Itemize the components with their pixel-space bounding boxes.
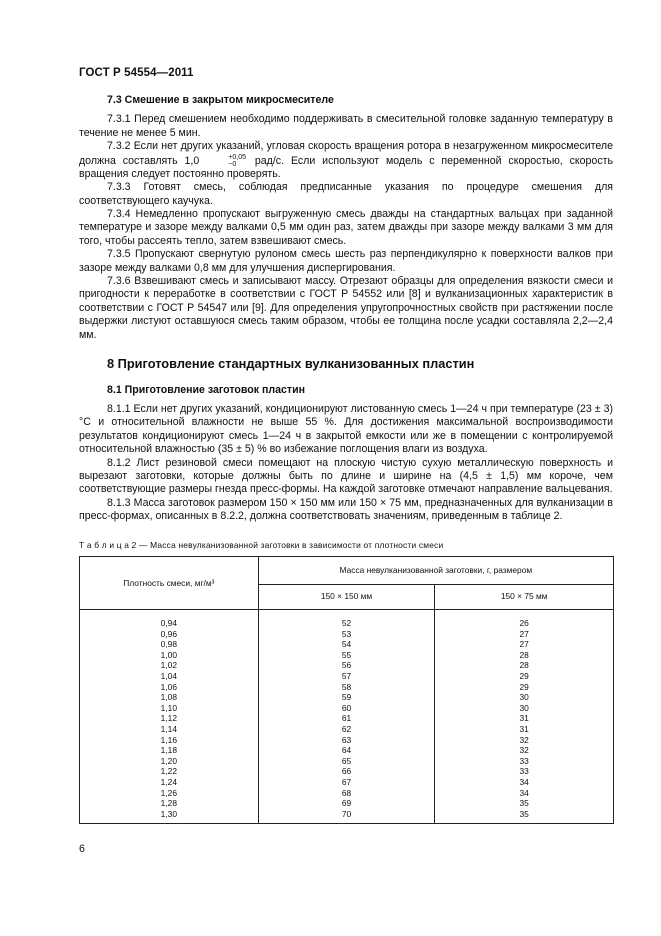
header-150x150: 150 × 150 мм <box>258 584 435 609</box>
density-value: 1,02 <box>160 660 177 671</box>
mass-150x75-value: 34 <box>519 787 529 798</box>
paragraph-7-3-2 <box>79 140 613 181</box>
paragraph-7-3-6: 7.3.6 Взвешивают смесь и записывают массу. Отрезают образцы для определения вязкости смеси и пригодности к переработке в соответствии с ГОСТ Р 54552 или [8] и вулканизационных характеристик в соответствии с ГОСТ Р 54547 или [9]. Для определения упругопрочностных свойств при растяжении после выдержки листуют оставшуюся смесь таким образом, чтобы ее толщина после усадки составляла 2,2—2,4 мм. <box>79 275 613 341</box>
mass-150x150-value: 68 <box>341 787 352 798</box>
mass-150x75-column <box>435 610 614 824</box>
mass-150x75-value: 35 <box>519 798 529 809</box>
density-value: 1,24 <box>160 776 177 787</box>
paragraph-8-1-2: 8.1.2 Лист резиновой смеси помещают на плоскую чистую сухую металлическую поверхность и вырезают заготовки, которые должны быть по длине и ширине на (4,5 ± 1,5) мм короче, чем соответствующие размеры гнезда пресс-формы. На каждой заготовке отмечают направление вальцевания. <box>79 456 613 496</box>
mass-150x150-value: 65 <box>341 755 352 766</box>
mass-150x150-value: 54 <box>341 639 352 650</box>
density-value: 1,28 <box>160 798 177 809</box>
mass-150x150-value: 55 <box>341 649 352 660</box>
density-value: 1,20 <box>160 755 177 766</box>
mass-150x75-value: 31 <box>519 713 529 724</box>
mass-150x75-value: 28 <box>519 649 529 660</box>
document-header: ГОСТ Р 54554—2011 <box>79 67 194 79</box>
mass-150x150-value: 64 <box>341 745 352 756</box>
paragraph-7-3-2-text-after: рад/с. Если используют модель с переменной скоростью, скорость вращения следует постоянно проверять. <box>79 154 613 180</box>
density-value: 1,14 <box>160 723 177 734</box>
mass-150x75-value: 31 <box>519 723 529 734</box>
density-value: 1,10 <box>160 702 177 713</box>
density-mass-table <box>79 556 614 824</box>
header-mass: Масса невулканизованной заготовки, г, размером <box>258 557 613 585</box>
mass-150x75-value: 34 <box>519 776 529 787</box>
page-number: 6 <box>79 843 85 855</box>
mass-150x150-value: 62 <box>341 723 352 734</box>
mass-150x75-value: 30 <box>519 702 529 713</box>
mass-150x150-column <box>258 610 435 824</box>
tolerance-lower: −0 <box>228 160 237 168</box>
section-8-heading: 8 Приготовление стандартных вулканизованных пластин <box>107 356 475 372</box>
density-value: 1,22 <box>160 766 177 777</box>
density-value: 1,12 <box>160 713 177 724</box>
density-value: 1,16 <box>160 734 177 745</box>
header-density: Плотность смеси, мг/м³ <box>80 557 259 610</box>
paragraph-7-3-4: 7.3.4 Немедленно пропускают выгруженную смесь дважды на стандартных вальцах при заданной температуре и зазоре между валками 0,5 мм один раз, затем дважды при зазоре между валками 3 мм для того, чтобы рассеять тепло, затем взвешивают смесь. <box>79 208 613 247</box>
paragraph-7-3-1: 7.3.1 Перед смешением необходимо поддерживать в смесительной головке заданную температуру в течение не менее 5 мин. <box>79 113 613 139</box>
density-value: 1,08 <box>160 692 177 703</box>
mass-150x150-value: 52 <box>341 618 352 628</box>
density-value: 1,06 <box>160 681 177 692</box>
mass-150x150-value: 66 <box>341 766 352 777</box>
density-value: 1,00 <box>160 649 177 660</box>
density-value: 1,26 <box>160 787 177 798</box>
paragraph-7-3-2-text-before: 7.3.2 Если нет других указаний, угловая скорость вращения ротора в незагруженном микросмесителе должна составлять 1,0 <box>79 140 613 167</box>
density-column <box>80 610 259 824</box>
mass-150x75-value: 29 <box>519 681 529 692</box>
mass-150x75-value: 35 <box>519 808 529 819</box>
header-150x75: 150 × 75 мм <box>435 584 614 609</box>
mass-150x150-value: 56 <box>341 660 352 671</box>
mass-150x150-value: 57 <box>341 670 352 681</box>
mass-150x75-value: 32 <box>519 745 529 756</box>
mass-150x150-value: 60 <box>341 702 352 713</box>
mass-150x150-value: 53 <box>341 628 352 639</box>
density-value: 0,98 <box>160 639 177 650</box>
mass-150x150-value: 61 <box>341 713 352 724</box>
mass-150x75-value: 29 <box>519 670 529 681</box>
tolerance-superscript <box>200 154 246 168</box>
mass-150x75-value: 33 <box>519 766 529 777</box>
mass-150x150-value: 69 <box>341 798 352 809</box>
mass-150x75-value: 28 <box>519 660 529 671</box>
tolerance-upper: +0,05 <box>228 153 246 161</box>
mass-150x150-value: 59 <box>341 692 352 703</box>
mass-150x75-value: 32 <box>519 734 529 745</box>
density-value: 0,94 <box>160 618 177 628</box>
density-value: 1,18 <box>160 745 177 756</box>
density-value: 1,04 <box>160 670 177 681</box>
paragraph-8-1-1: 8.1.1 Если нет других указаний, кондиционируют листованную смесь 1—24 ч при температуре (23 ± 3) °С и относительной влажности не выше 55 %. Для достижения максимальной воспроизводимости результатов кондиционируют смесь 1—24 ч в закрытой емкости или же в помещении с контролируемой относительной влажностью (35 ± 5) % во избежание поглощения влаги из воздуха. <box>79 402 613 456</box>
mass-150x150-value: 67 <box>341 776 352 787</box>
paragraph-7-3-5: 7.3.5 Пропускают свернутую рулоном смесь шесть раз перпендикулярно к поверхности валков при зазоре между валками 0,8 мм для улучшения диспергирования. <box>79 248 613 274</box>
mass-150x150-value: 58 <box>341 681 352 692</box>
density-value: 0,96 <box>160 628 177 639</box>
mass-150x150-value: 63 <box>341 734 352 745</box>
paragraph-8-1-3: 8.1.3 Масса заготовок размером 150 × 150 мм или 150 × 75 мм, предназначенных для вулканизации в пресс-формах, описанных в 8.2.2, должна соответствовать значениям, приведенным в таблице 2. <box>79 496 613 523</box>
mass-150x75-value: 27 <box>519 639 529 650</box>
section-8-1-heading: 8.1 Приготовление заготовок пластин <box>107 383 305 396</box>
section-7-3-heading: 7.3 Смешение в закрытом микросмесителе <box>107 94 334 106</box>
mass-150x75-value: 27 <box>519 628 529 639</box>
mass-150x75-value: 26 <box>519 618 529 628</box>
table-caption: Т а б л и ц а 2 — Масса невулканизованной заготовки в зависимости от плотности смеси <box>79 540 444 550</box>
mass-150x75-value: 30 <box>519 692 529 703</box>
mass-150x75-value: 33 <box>519 755 529 766</box>
document-body <box>79 94 613 524</box>
density-value: 1,30 <box>160 808 177 819</box>
mass-150x150-value: 70 <box>341 808 352 819</box>
paragraph-7-3-3: 7.3.3 Готовят смесь, соблюдая предписанные указания по процедуре смешения для соответствующего каучука. <box>79 181 613 207</box>
